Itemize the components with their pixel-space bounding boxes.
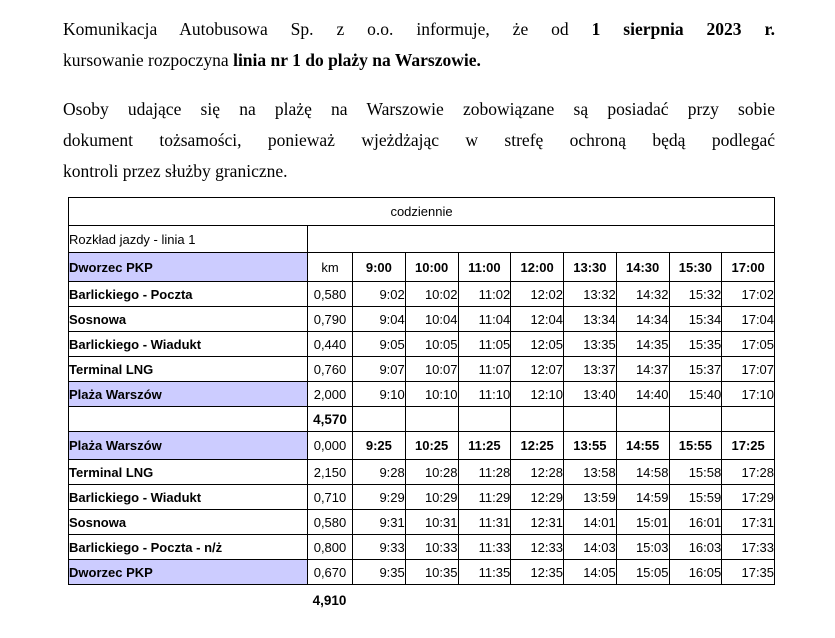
time-cell: 10:29 — [405, 485, 458, 510]
time-cell: 10:02 — [405, 282, 458, 307]
time-cell: 11:29 — [458, 485, 511, 510]
return-header-row — [69, 432, 775, 460]
stop-name-cell: Barlickiego - Wiadukt — [69, 332, 308, 357]
time-cell: 17:29 — [722, 485, 775, 510]
outbound-total-km-cell: 4,570 — [308, 407, 353, 432]
time-cell: 16:01 — [669, 510, 722, 535]
time-cell: 13:58 — [564, 460, 617, 485]
intro-date-bold: 1 sierpnia 2023 r. — [591, 19, 775, 39]
time-cell: 14:05 — [564, 560, 617, 585]
km-cell: 0,000 — [308, 432, 353, 460]
time-cell: 11:35 — [458, 560, 511, 585]
time-cell: 17:10 — [722, 382, 775, 407]
departure-time-header: 13:55 — [564, 432, 617, 460]
stop-name-cell: Dworzec PKP — [69, 253, 308, 282]
intro-line-1 — [63, 14, 775, 45]
notice-line-1: Osoby udające się na plażę na Warszowie zobowiązane są posiadać przy sobie — [63, 99, 775, 119]
time-cell: 12:31 — [511, 510, 564, 535]
departure-time-header: 13:30 — [564, 253, 617, 282]
departure-time-header: 9:25 — [353, 432, 406, 460]
notice-paragraph — [63, 94, 775, 187]
day-header: codziennie — [69, 198, 775, 226]
departure-time-header: 11:00 — [458, 253, 511, 282]
stop-name-cell: Dworzec PKP — [69, 560, 308, 585]
stop-row — [69, 357, 775, 382]
time-cell: 11:31 — [458, 510, 511, 535]
time-cell: 10:04 — [405, 307, 458, 332]
time-cell: 11:04 — [458, 307, 511, 332]
stop-name-cell: Terminal LNG — [69, 357, 308, 382]
departure-time-header: 9:00 — [353, 253, 406, 282]
stop-row — [69, 560, 775, 585]
table-title: Rozkład jazdy - linia 1 — [69, 226, 308, 253]
time-cell: 9:04 — [353, 307, 406, 332]
time-cell: 14:03 — [564, 535, 617, 560]
stop-row — [69, 282, 775, 307]
empty-name-cell — [69, 407, 308, 432]
outbound-total-row — [69, 407, 775, 432]
km-header-cell: km — [308, 253, 353, 282]
stop-row — [69, 382, 775, 407]
km-cell: 0,800 — [308, 535, 353, 560]
km-cell: 0,440 — [308, 332, 353, 357]
time-cell: 13:32 — [564, 282, 617, 307]
time-cell: 9:29 — [353, 485, 406, 510]
time-cell: 17:07 — [722, 357, 775, 382]
time-cell: 11:33 — [458, 535, 511, 560]
time-cell: 13:40 — [564, 382, 617, 407]
time-cell: 17:02 — [722, 282, 775, 307]
time-cell: 14:37 — [616, 357, 669, 382]
time-cell: 9:10 — [353, 382, 406, 407]
stop-row — [69, 485, 775, 510]
empty-time-cell — [669, 407, 722, 432]
time-cell: 15:03 — [616, 535, 669, 560]
time-cell: 10:33 — [405, 535, 458, 560]
departure-time-header: 14:30 — [616, 253, 669, 282]
departure-time-header: 12:00 — [511, 253, 564, 282]
time-cell: 14:34 — [616, 307, 669, 332]
stop-row — [69, 510, 775, 535]
time-cell: 9:05 — [353, 332, 406, 357]
km-cell: 2,000 — [308, 382, 353, 407]
km-cell: 0,710 — [308, 485, 353, 510]
time-cell: 12:28 — [511, 460, 564, 485]
departure-time-header: 14:55 — [616, 432, 669, 460]
time-cell: 9:35 — [353, 560, 406, 585]
empty-time-cell — [511, 407, 564, 432]
intro-text: Komunikacja Autobusowa Sp. z o.o. informuje, że od — [63, 19, 592, 39]
stop-row — [69, 535, 775, 560]
time-cell: 13:35 — [564, 332, 617, 357]
time-cell: 12:10 — [511, 382, 564, 407]
time-cell: 15:32 — [669, 282, 722, 307]
time-cell: 17:33 — [722, 535, 775, 560]
empty-time-cell — [458, 407, 511, 432]
time-cell: 9:02 — [353, 282, 406, 307]
time-cell: 15:01 — [616, 510, 669, 535]
time-cell: 12:05 — [511, 332, 564, 357]
stop-name-cell: Plaża Warszów — [69, 382, 308, 407]
time-cell: 10:07 — [405, 357, 458, 382]
time-cell: 17:31 — [722, 510, 775, 535]
time-cell: 15:37 — [669, 357, 722, 382]
time-cell: 10:35 — [405, 560, 458, 585]
notice-line-3: kontroli przez służby graniczne. — [63, 161, 288, 181]
km-cell: 2,150 — [308, 460, 353, 485]
time-cell: 14:59 — [616, 485, 669, 510]
time-cell: 10:31 — [405, 510, 458, 535]
intro-paragraph — [63, 14, 775, 76]
time-cell: 13:37 — [564, 357, 617, 382]
time-cell: 15:34 — [669, 307, 722, 332]
time-cell: 14:32 — [616, 282, 669, 307]
title-spacer-cell — [308, 226, 775, 253]
time-cell: 11:02 — [458, 282, 511, 307]
time-cell: 13:34 — [564, 307, 617, 332]
time-cell: 14:01 — [564, 510, 617, 535]
time-cell: 12:02 — [511, 282, 564, 307]
time-cell: 9:33 — [353, 535, 406, 560]
km-cell: 0,580 — [308, 282, 353, 307]
notice-line-2: dokument tożsamości, ponieważ wjeżdżając w strefę ochroną będą podlegać — [63, 130, 775, 150]
time-cell: 12:07 — [511, 357, 564, 382]
intro-line-2 — [63, 45, 775, 76]
stop-name-cell: Terminal LNG — [69, 460, 308, 485]
empty-time-cell — [353, 407, 406, 432]
km-cell: 0,790 — [308, 307, 353, 332]
time-cell: 13:59 — [564, 485, 617, 510]
time-cell: 14:40 — [616, 382, 669, 407]
time-cell: 15:40 — [669, 382, 722, 407]
departure-time-header: 11:25 — [458, 432, 511, 460]
time-cell: 9:07 — [353, 357, 406, 382]
stop-name-cell: Barlickiego - Poczta - n/ż — [69, 535, 308, 560]
time-cell: 9:28 — [353, 460, 406, 485]
timetable — [68, 197, 775, 585]
time-cell: 16:05 — [669, 560, 722, 585]
time-cell: 11:10 — [458, 382, 511, 407]
time-cell: 12:35 — [511, 560, 564, 585]
time-cell: 16:03 — [669, 535, 722, 560]
stop-name-cell: Barlickiego - Poczta — [69, 282, 308, 307]
time-cell: 17:05 — [722, 332, 775, 357]
departure-time-header: 10:25 — [405, 432, 458, 460]
stop-name-cell: Plaża Warszów — [69, 432, 308, 460]
outbound-header-row — [69, 253, 775, 282]
time-cell: 9:31 — [353, 510, 406, 535]
time-cell: 15:59 — [669, 485, 722, 510]
km-cell: 0,670 — [308, 560, 353, 585]
time-cell: 14:58 — [616, 460, 669, 485]
time-cell: 17:04 — [722, 307, 775, 332]
stop-row — [69, 460, 775, 485]
stop-row — [69, 307, 775, 332]
stop-name-cell: Sosnowa — [69, 510, 308, 535]
time-cell: 10:05 — [405, 332, 458, 357]
time-cell: 11:07 — [458, 357, 511, 382]
departure-time-header: 17:25 — [722, 432, 775, 460]
time-cell: 11:05 — [458, 332, 511, 357]
time-cell: 10:28 — [405, 460, 458, 485]
intro-text: kursowanie rozpoczyna — [63, 50, 234, 70]
time-cell: 15:58 — [669, 460, 722, 485]
time-cell: 12:04 — [511, 307, 564, 332]
km-cell: 0,580 — [308, 510, 353, 535]
empty-time-cell — [722, 407, 775, 432]
departure-time-header: 10:00 — [405, 253, 458, 282]
time-cell: 10:10 — [405, 382, 458, 407]
time-cell: 12:29 — [511, 485, 564, 510]
intro-line-name-bold: linia nr 1 do plaży na Warszowie. — [233, 50, 481, 70]
km-cell: 0,760 — [308, 357, 353, 382]
stop-name-cell: Barlickiego - Wiadukt — [69, 485, 308, 510]
stop-row — [69, 332, 775, 357]
return-total-km: 4,910 — [312, 593, 347, 608]
departure-time-header: 15:55 — [669, 432, 722, 460]
time-cell: 15:05 — [616, 560, 669, 585]
empty-time-cell — [405, 407, 458, 432]
time-cell: 11:28 — [458, 460, 511, 485]
time-cell: 15:35 — [669, 332, 722, 357]
time-cell: 12:33 — [511, 535, 564, 560]
departure-time-header: 17:00 — [722, 253, 775, 282]
empty-time-cell — [564, 407, 617, 432]
time-cell: 17:28 — [722, 460, 775, 485]
stop-name-cell: Sosnowa — [69, 307, 308, 332]
time-cell: 14:35 — [616, 332, 669, 357]
departure-time-header: 12:25 — [511, 432, 564, 460]
empty-time-cell — [616, 407, 669, 432]
departure-time-header: 15:30 — [669, 253, 722, 282]
time-cell: 17:35 — [722, 560, 775, 585]
